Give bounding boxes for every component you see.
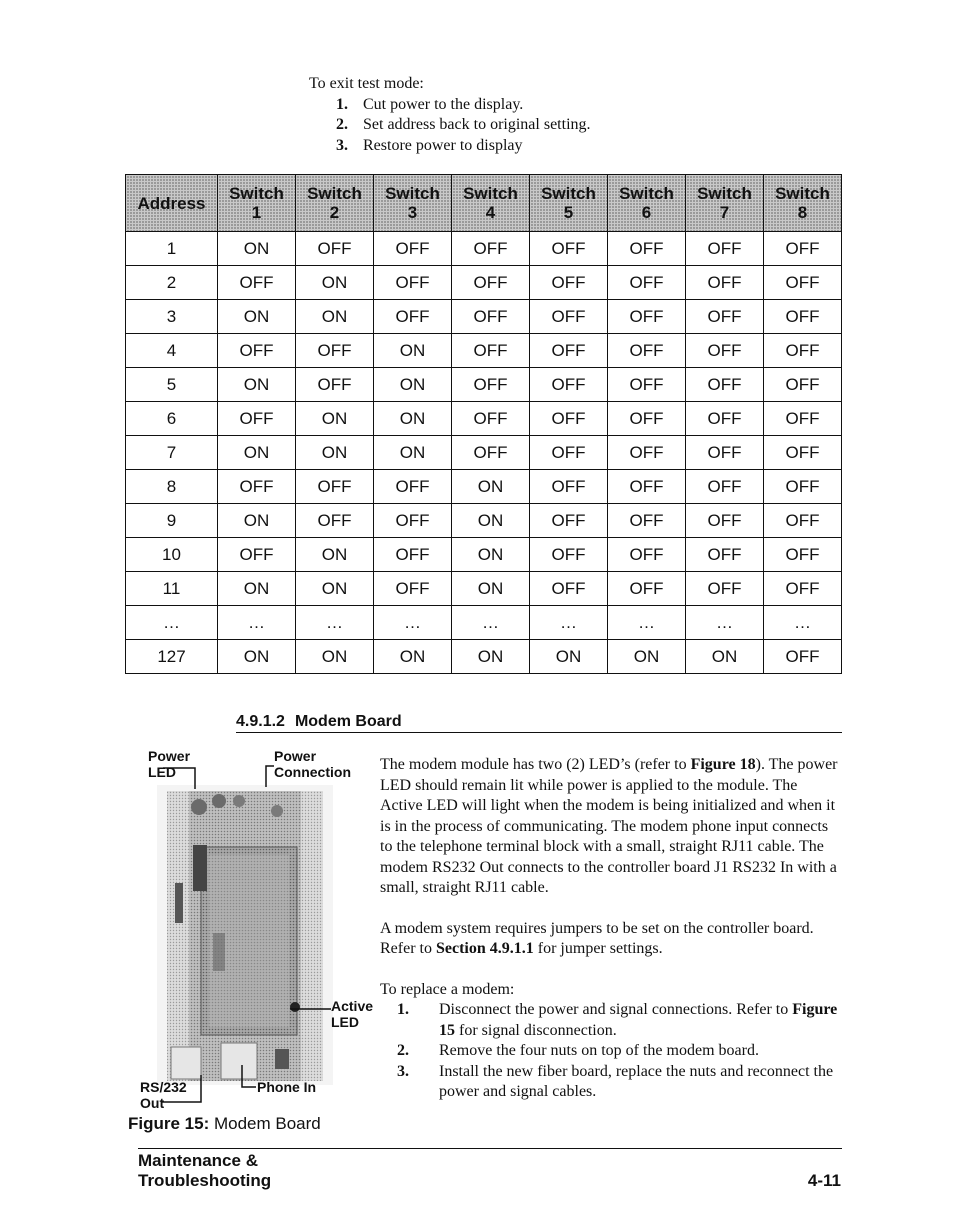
table-row: [126, 436, 842, 470]
switch-state-cell: …: [764, 606, 842, 640]
replace-steps-list: [380, 1000, 842, 1103]
callout-text: Out: [140, 1095, 165, 1111]
address-cell: 7: [126, 436, 218, 470]
switch-state-cell: OFF: [764, 402, 842, 436]
switch-state-cell: OFF: [764, 266, 842, 300]
active-led-callout: [331, 998, 373, 1030]
switch-state-cell: ON: [452, 640, 530, 674]
switch-state-cell: ON: [452, 504, 530, 538]
switch-state-cell: OFF: [764, 504, 842, 538]
paragraph: [380, 755, 842, 899]
switch-state-cell: OFF: [686, 470, 764, 504]
switch-state-cell: ON: [218, 368, 296, 402]
paragraph-text: ). The power LED should remain lit while power is applied to the module. The Active LED will light when the modem is being initialized and when it is in the process of communicating. The modem phone input connects to the telephone terminal block with a small, straight RJ11 cable. The modem RS232 Out connects to the controller board J1 RS232 In with a small, straight RJ11 cable.: [380, 756, 838, 896]
switch-state-cell: OFF: [608, 334, 686, 368]
step-number: 1.: [397, 1001, 409, 1018]
address-cell: 6: [126, 402, 218, 436]
address-cell: 4: [126, 334, 218, 368]
switch-state-cell: OFF: [686, 368, 764, 402]
switch-state-cell: ON: [218, 504, 296, 538]
list-item: [380, 1000, 842, 1041]
switch-state-cell: OFF: [530, 436, 608, 470]
switch-state-cell: OFF: [764, 538, 842, 572]
switch-state-cell: OFF: [608, 504, 686, 538]
step-text: Cut power to the display.: [363, 95, 524, 113]
rs232-out-callout: [140, 1079, 187, 1111]
table-row: [126, 266, 842, 300]
column-header-switch-1: [218, 175, 296, 232]
address-cell: …: [126, 606, 218, 640]
table-header-row: [126, 175, 842, 232]
phone-in-callout: [257, 1079, 316, 1095]
intro-lead: To exit test mode:: [309, 75, 424, 92]
switch-state-cell: OFF: [764, 640, 842, 674]
column-header-switch-6: [608, 175, 686, 232]
table-row: [126, 232, 842, 266]
table-row: [126, 300, 842, 334]
switch-state-cell: OFF: [452, 402, 530, 436]
switch-state-cell: ON: [374, 334, 452, 368]
step-number: 2.: [397, 1042, 409, 1059]
column-header-switch-7: [686, 175, 764, 232]
column-header-address: [126, 175, 218, 232]
switch-state-cell: OFF: [764, 436, 842, 470]
switch-state-cell: OFF: [686, 402, 764, 436]
address-switch-table: [125, 174, 842, 674]
switch-state-cell: OFF: [530, 402, 608, 436]
switch-state-cell: OFF: [530, 572, 608, 606]
switch-state-cell: ON: [374, 368, 452, 402]
switch-state-cell: OFF: [374, 504, 452, 538]
modem-board-description: [380, 755, 842, 1103]
switch-state-cell: OFF: [374, 470, 452, 504]
header-line: Switch: [541, 184, 596, 203]
switch-state-cell: ON: [374, 436, 452, 470]
switch-state-cell: ON: [374, 640, 452, 674]
section-title: Modem Board: [294, 713, 402, 730]
power-led-callout: [148, 748, 190, 780]
list-item: [309, 95, 591, 116]
switch-state-cell: ON: [218, 572, 296, 606]
switch-state-cell: ON: [452, 572, 530, 606]
switch-state-cell: OFF: [218, 538, 296, 572]
header-line: Switch: [229, 184, 284, 203]
switch-state-cell: OFF: [686, 436, 764, 470]
figure-reference: Figure 15: [439, 1001, 838, 1039]
switch-state-cell: OFF: [452, 300, 530, 334]
switch-state-cell: OFF: [452, 232, 530, 266]
exit-test-mode-instructions: [309, 74, 591, 156]
callout-text: LED: [148, 764, 176, 780]
header-line: Address: [137, 193, 206, 213]
step-text: Set address back to original setting.: [363, 116, 591, 133]
switch-state-cell: …: [530, 606, 608, 640]
list-item: [380, 1041, 842, 1062]
switch-state-cell: ON: [296, 402, 374, 436]
step-text: Restore power to display: [363, 136, 523, 154]
header-line: Switch: [775, 184, 830, 203]
step-text: Install the new fiber board, replace the nuts and reconnect the power and signal cables.: [439, 1062, 834, 1100]
power-connection-callout: [274, 748, 351, 780]
switch-state-cell: …: [452, 606, 530, 640]
callout-text: Power: [274, 748, 317, 764]
header-line: 8: [797, 203, 808, 222]
switch-state-cell: ON: [608, 640, 686, 674]
switch-state-cell: OFF: [374, 300, 452, 334]
switch-state-cell: OFF: [686, 334, 764, 368]
header-line: 4: [485, 203, 496, 222]
paragraph: [380, 919, 842, 960]
switch-state-cell: OFF: [608, 538, 686, 572]
column-header-switch-4: [452, 175, 530, 232]
column-header-switch-8: [764, 175, 842, 232]
switch-state-cell: ON: [296, 300, 374, 334]
switch-state-cell: ON: [296, 640, 374, 674]
paragraph-text: A modem system requires jumpers to be set on the controller board. Refer to: [380, 919, 814, 957]
table-row: [126, 402, 842, 436]
switch-state-cell: OFF: [530, 368, 608, 402]
header-line: Switch: [307, 184, 362, 203]
table-body: [126, 232, 842, 674]
address-cell: 5: [126, 368, 218, 402]
address-cell: 8: [126, 470, 218, 504]
switch-state-cell: …: [608, 606, 686, 640]
switch-state-cell: OFF: [530, 266, 608, 300]
switch-state-cell: ON: [218, 232, 296, 266]
exit-steps-list: [309, 95, 591, 157]
list-item: [309, 115, 591, 136]
callout-text: Active: [331, 998, 374, 1014]
switch-state-cell: OFF: [530, 538, 608, 572]
switch-state-cell: OFF: [686, 232, 764, 266]
switch-state-cell: OFF: [530, 232, 608, 266]
switch-state-cell: OFF: [608, 402, 686, 436]
switch-state-cell: OFF: [530, 470, 608, 504]
section-reference: Section 4.9.1.1: [435, 940, 534, 957]
footer-title-line: Maintenance &: [138, 1151, 258, 1170]
switch-state-cell: ON: [296, 436, 374, 470]
switch-state-cell: OFF: [374, 538, 452, 572]
figure-caption-label: Figure 15:: [128, 1114, 210, 1133]
page-number: 4-11: [807, 1171, 841, 1190]
switch-state-cell: OFF: [608, 470, 686, 504]
footer-divider: [138, 1148, 842, 1149]
switch-state-cell: OFF: [374, 572, 452, 606]
switch-state-cell: OFF: [608, 436, 686, 470]
modem-board-figure: [135, 745, 375, 1115]
step-number: 2.: [336, 116, 348, 133]
header-line: Switch: [619, 184, 674, 203]
switch-state-cell: OFF: [452, 368, 530, 402]
header-line: 5: [563, 203, 574, 222]
switch-state-cell: OFF: [452, 266, 530, 300]
step-text: for signal disconnection.: [455, 1021, 617, 1039]
table-row: [126, 504, 842, 538]
switch-state-cell: …: [686, 606, 764, 640]
callout-lines: [135, 745, 375, 1115]
switch-state-cell: OFF: [608, 300, 686, 334]
switch-state-cell: …: [374, 606, 452, 640]
switch-state-cell: OFF: [764, 368, 842, 402]
switch-state-cell: OFF: [764, 572, 842, 606]
table-row: [126, 334, 842, 368]
switch-state-cell: ON: [374, 402, 452, 436]
figure-caption: [128, 1114, 321, 1134]
address-cell: 2: [126, 266, 218, 300]
switch-state-cell: OFF: [686, 266, 764, 300]
step-text: Remove the four nuts on top of the modem board.: [439, 1042, 759, 1059]
switch-state-cell: OFF: [686, 538, 764, 572]
header-line: Switch: [463, 184, 518, 203]
address-cell: 127: [126, 640, 218, 674]
switch-state-cell: OFF: [296, 504, 374, 538]
column-header-switch-3: [374, 175, 452, 232]
switch-state-cell: OFF: [218, 402, 296, 436]
switch-state-cell: OFF: [608, 266, 686, 300]
address-cell: 9: [126, 504, 218, 538]
switch-state-cell: OFF: [608, 572, 686, 606]
switch-state-cell: OFF: [608, 368, 686, 402]
switch-state-cell: OFF: [764, 300, 842, 334]
switch-state-cell: OFF: [686, 300, 764, 334]
address-cell: 10: [126, 538, 218, 572]
footer-chapter-title: [138, 1151, 271, 1191]
switch-state-cell: OFF: [452, 334, 530, 368]
switch-state-cell: OFF: [530, 504, 608, 538]
switch-state-cell: OFF: [218, 266, 296, 300]
callout-text: Power: [148, 748, 191, 764]
switch-state-cell: OFF: [608, 232, 686, 266]
header-line: 1: [251, 203, 262, 222]
header-line: 7: [719, 203, 730, 222]
switch-state-cell: OFF: [296, 334, 374, 368]
switch-state-cell: ON: [686, 640, 764, 674]
step-number: 1.: [336, 95, 348, 113]
address-cell: 3: [126, 300, 218, 334]
switch-state-cell: OFF: [452, 436, 530, 470]
step-number: 3.: [397, 1062, 409, 1080]
switch-state-cell: ON: [218, 300, 296, 334]
switch-state-cell: …: [296, 606, 374, 640]
section-heading: [236, 713, 842, 733]
step-text: Disconnect the power and signal connections. Refer to: [439, 1001, 793, 1018]
switch-state-cell: OFF: [764, 334, 842, 368]
table-row: [126, 606, 842, 640]
switch-state-cell: ON: [296, 266, 374, 300]
section-number: 4.9.1.2: [236, 713, 285, 730]
switch-state-cell: ON: [530, 640, 608, 674]
switch-state-cell: OFF: [530, 334, 608, 368]
address-cell: 11: [126, 572, 218, 606]
column-header-switch-5: [530, 175, 608, 232]
list-item: [380, 1062, 842, 1103]
switch-state-cell: OFF: [374, 266, 452, 300]
switch-state-cell: ON: [218, 640, 296, 674]
callout-text: LED: [331, 1014, 359, 1030]
header-line: 2: [329, 203, 340, 222]
header-line: 6: [641, 203, 652, 222]
switch-state-cell: OFF: [686, 572, 764, 606]
switch-state-cell: ON: [296, 572, 374, 606]
table-row: [126, 640, 842, 674]
switch-state-cell: OFF: [530, 300, 608, 334]
switch-state-cell: ON: [218, 436, 296, 470]
footer-title-line: Troubleshooting: [138, 1171, 272, 1190]
header-line: Switch: [385, 184, 440, 203]
header-line: Switch: [697, 184, 752, 203]
switch-state-cell: ON: [296, 538, 374, 572]
switch-state-cell: OFF: [686, 504, 764, 538]
column-header-switch-2: [296, 175, 374, 232]
paragraph-text: for jumper settings.: [533, 940, 663, 957]
switch-state-cell: OFF: [218, 470, 296, 504]
step-number: 3.: [336, 136, 348, 154]
switch-state-cell: OFF: [764, 470, 842, 504]
switch-state-cell: OFF: [296, 470, 374, 504]
figure-reference: Figure 18: [690, 756, 756, 773]
table-row: [126, 470, 842, 504]
address-cell: 1: [126, 232, 218, 266]
switch-state-cell: …: [218, 606, 296, 640]
switch-state-cell: OFF: [296, 232, 374, 266]
switch-state-cell: OFF: [374, 232, 452, 266]
switch-state-cell: ON: [452, 538, 530, 572]
replace-lead: To replace a modem:: [380, 980, 515, 998]
switch-state-cell: ON: [452, 470, 530, 504]
switch-state-cell: OFF: [764, 232, 842, 266]
callout-text: RS/232: [140, 1079, 187, 1095]
switch-state-cell: OFF: [296, 368, 374, 402]
figure-caption-text: Modem Board: [209, 1114, 321, 1133]
switch-state-cell: OFF: [218, 334, 296, 368]
list-item: [309, 136, 591, 157]
callout-text: Connection: [274, 764, 351, 780]
header-line: 3: [407, 203, 418, 222]
table-row: [126, 572, 842, 606]
table-row: [126, 538, 842, 572]
paragraph-text: The modem module has two (2) LED’s (refer to: [380, 756, 691, 773]
callout-text: Phone In: [257, 1079, 317, 1095]
table-row: [126, 368, 842, 402]
